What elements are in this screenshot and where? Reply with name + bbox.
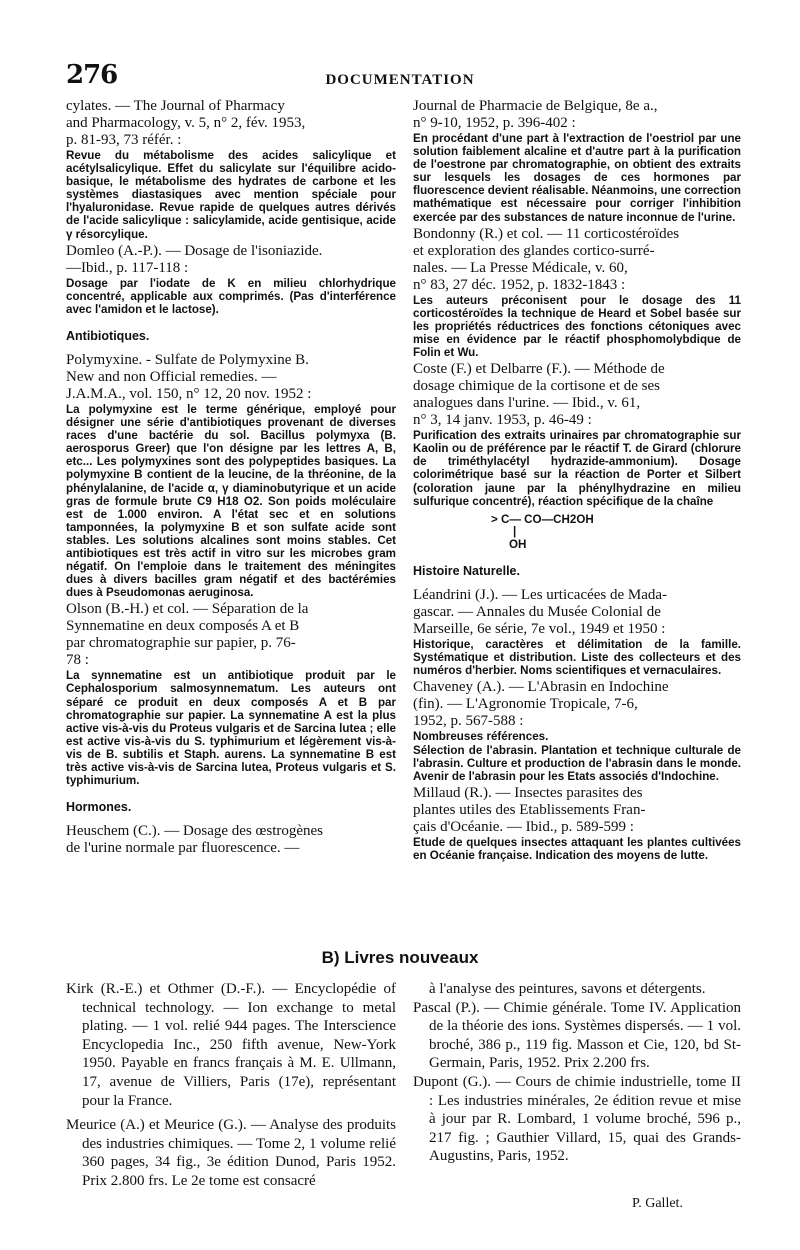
left-column <box>66 98 396 943</box>
books-left-column <box>66 980 396 1215</box>
ref-line: analogues dans l'urine. — Ibid., v. 61, <box>413 395 641 412</box>
abstract-corticosteroides: Les auteurs préconisent pour le dosage des 11 corticostéroïdes la technique de Heard et Sobel basée sur les propriétés réductrices des fonctions cétoniques avec mise en évidence par le réactif phosphomolybdique de Folin et Wu. <box>413 293 741 360</box>
ref-line: J.A.M.A., vol. 150, n° 12, 20 nov. 1952 : <box>66 385 312 402</box>
ref-line: Léandrini (J.). — Les urticacées de Mada- <box>413 587 668 604</box>
abstract-insectes: Etude de quelques insectes attaquant les plantes cultivées en Océanie française. Indication des moyens de lutte. <box>413 835 741 862</box>
heading-antibiotiques: Antibiotiques. <box>66 328 150 343</box>
heading-hormones: Hormones. <box>66 800 132 815</box>
ref-line: 1952, p. 567-588 : <box>413 713 524 730</box>
books-right-column <box>413 980 741 1215</box>
book-pascal: Pascal (P.). — Chimie générale. Tome IV. Application de la théorie des ions. Systèmes dispersés. — 1 vol. broché, 386 p., 119 fig. Masson et Cie, 120, bd St-Germain, Paris, 1952. Prix 2.200 frs. <box>413 999 741 1072</box>
ref-line: —Ibid., p. 117-118 : <box>66 259 189 276</box>
ref-line: de l'urine normale par fluorescence. — <box>66 840 300 857</box>
abstract-abrasin: Sélection de l'abrasin. Plantation et technique culturale de l'abrasin. Culture et production de l'abrasin dans le monde. Avenir de l'abrasin pour les Etats associés d'Indochine. <box>413 743 741 783</box>
ref-line: Marseille, 6e série, 7e vol., 1949 et 1950 : <box>413 621 666 638</box>
ref-line: New and non Official remedies. — <box>66 368 277 385</box>
ref-line: n° 83, 27 déc. 1952, p. 1832-1843 : <box>413 276 626 293</box>
ref-line: Millaud (R.). — Insectes parasites des <box>413 784 643 801</box>
ref-line: nales. — La Presse Médicale, v. 60, <box>413 259 628 276</box>
formula-line: > C— CO—CH2OH <box>491 512 594 526</box>
entry-salicylates-ref <box>66 98 396 149</box>
entry-bondonny-ref <box>413 226 741 294</box>
heading-histoire-naturelle: Histoire Naturelle. <box>413 564 520 579</box>
abstract-synnematine: La synnematine est un antibiotique produit par le Cephalosporium salmosynnematum. Les auteurs ont séparé ce produit en deux composés A et B par chromatographie sur papier. La synnematine A est la plus active vis-à-vis du Proteus vulgaris et de Sarcina lutea ; elle est active vis-à-vis du S. typhimurium et légèrement vis-à-vis de B. subtilis et Staph. aurens. La synnematine B est très active vis-à-vis de Sarcina lutea, Proteus vulgaris et S. typhimurium. <box>66 669 396 788</box>
ref-line: Chaveney (A.). — L'Abrasin en Indochine <box>413 679 669 696</box>
running-head: DOCUMENTATION <box>325 72 475 88</box>
ref-line: Domleo (A.-P.). — Dosage de l'isoniazide. <box>66 242 323 259</box>
ref-line: plantes utiles des Etablissements Fran- <box>413 801 646 818</box>
abstract-polymyxine: La polymyxine est le terme générique, employé pour désigner une série d'antibiotiques provenant de diverses races d'une bactérie du sol. Bacillus polymyxa (B. aerosporus Greer) que l'on désigne par les lettres A, B, etc... Les polymyxines sont des polypeptides basiques. La polymyxine B contient de la leucine, de la thréonine, de la phénylalanine, de l'acide α, γ diaminobutyrique et un acide gras de formule brute C9 H18 O2. Son poids moléculaire est de 1.000 environ. A l'état sec et en solutions tamponnées, la polymyxine B et son sulfate acide sont stables. Les solutions alcalines sont moins stables. Cet antibiotiques est très actif in vitro sur les microbes gram négatif. On l'emploie dans le traitement des méningites dues à divers bacilles gram négatif et des bactérémies dues à Pseudomonas aeruginosa. <box>66 402 396 600</box>
signature: P. Gallet. <box>632 1196 683 1211</box>
book-kirk-othmer: Kirk (R.-E.) et Othmer (D.-F.). — Encyclopédie of technical technology. — Ion exchange to metal plating. — 1 vol. relié 944 pages. The Interscience Encyclopedia Inc., 250 fifth avenue, New-York 1950. Payable en francs français à M. E. Ullmann, 17, avenue de Villiers, Paris (17e), représentant pour la France. <box>66 981 396 1109</box>
abstract-abrasin-refs: Nombreuses références. <box>413 730 549 744</box>
book-dupont: Dupont (G.). — Cours de chimie industrielle, tome II : Les industries minérales, 2e édition revue et mise à jour par R. Lombard, 1 volume broché, 596 p., 217 fig. ; Gauthier Villard, 15, quai des Grands-Augustins, Paris, 1952. <box>413 1073 741 1165</box>
entry-heuschem-ref <box>66 823 396 857</box>
ref-line: par chromatographie sur papier, p. 76- <box>66 635 296 652</box>
ref-line: et exploration des glandes cortico-surré- <box>413 242 655 259</box>
ref-line: n° 9-10, 1952, p. 396-402 : <box>413 115 576 131</box>
entry-coste-ref <box>413 361 741 429</box>
formula-line: | <box>513 525 517 539</box>
ref-line: (fin). — L'Agronomie Tropicale, 7-6, <box>413 696 638 713</box>
entry-domleo-ref <box>66 243 396 277</box>
page-number: 276 <box>66 60 118 90</box>
ref-line: dosage chimique de la cortisone et de ses <box>413 378 661 395</box>
abstract-isoniazide: Dosage par l'iodate de K en milieu chlorhydrique concentré, applicable aux comprimés. (Pas d'interférence avec l'amidon et le lactose). <box>66 276 396 316</box>
ref-line: Coste (F.) et Delbarre (F.). — Méthode de <box>413 361 665 378</box>
entry-polymyxine-ref <box>66 352 396 403</box>
ref-line: gascar. — Annales du Musée Colonial de <box>413 604 661 621</box>
ref-line: Bondonny (R.) et col. — 11 corticostéroïdes <box>413 225 680 242</box>
chemical-formula <box>491 514 741 552</box>
abstract-urticacees: Historique, caractères et délimitation de la famille. Systématique et distribution. Liste des collecteurs et des numéros d'herbier. Noms scientifiques et vernaculaires. <box>413 638 741 678</box>
ref-line: cylates. — The Journal of Pharmacy <box>66 98 285 114</box>
entry-journal-belgique-ref <box>413 98 741 132</box>
book-meurice-continued: à l'analyse des peintures, savons et détergents. <box>429 981 706 997</box>
ref-line: Olson (B.-H.) et col. — Séparation de la <box>66 601 309 618</box>
ref-line: 78 : <box>66 652 89 669</box>
abstract-salicylates: Revue du métabolisme des acides salicylique et acétylsalicylique. Effet du salicylate sur l'équilibre acido-basique, le métabolisme des hydrates de carbone et les systèmes diastasiques avec mention spéciale pour l'hyaluronidase. Revue rapide de quelques autres dérivés de l'acide salicylique : salicylamide, acide gentisique, acide γ résorcylique. <box>66 149 396 241</box>
entry-leandrini-ref <box>413 587 741 638</box>
ref-line: and Pharmacology, v. 5, n° 2, fév. 1953, <box>66 115 306 131</box>
ref-line: Synnematine en deux composés A et B <box>66 618 300 635</box>
abstract-oestriol: En procédant d'une part à l'extraction de l'oestriol par une solution faiblement alcaline et d'autre part à la purification de l'oestrone par chromatographie, on obtient des extraits sur lesquels les dosages de ces hormones par fluorescence devient réalisable. Néanmoins, une correction mathématique est nécessaire pour corriger l'inhibition exercée par des substances de nature inconnue de l'urine. <box>413 132 741 224</box>
formula-line: OH <box>509 537 527 551</box>
abstract-cortisone: Purification des extraits urinaires par chromatographie sur Kaolin ou de préférence par le réactif T. de Girard (chlorure de triméthylacétyl hydrazide-ammonium). Dosage colorimétrique basé sur la réaction de Porter et Silbert (coloration jaune par la phénylhydrazine en milieu sulfurique concentré), réaction spécifique de la chaîne <box>413 429 741 508</box>
ref-line: p. 81-93, 73 référ. : <box>66 132 182 148</box>
entry-chaveney-ref <box>413 679 741 730</box>
ref-line: Journal de Pharmacie de Belgique, 8e a., <box>413 98 658 114</box>
entry-millaud-ref <box>413 785 741 836</box>
entry-olson-ref <box>66 601 396 669</box>
ref-line: çais d'Océanie. — Ibid., p. 589-599 : <box>413 818 634 835</box>
book-meurice: Meurice (A.) et Meurice (G.). — Analyse des produits des industries chimiques. — Tome 2, 1 volume relié 360 pages, 34 fig., 3e édition Dunod, Paris 1952. Prix 2.800 frs. Le 2e tome est consacré <box>66 1117 396 1189</box>
ref-line: Heuschem (C.). — Dosage des œstrogènes <box>66 823 324 840</box>
section-livres-nouveaux: B) Livres nouveaux <box>321 948 479 967</box>
right-column <box>413 98 741 943</box>
ref-line: n° 3, 14 janv. 1953, p. 46-49 : <box>413 412 592 429</box>
ref-line: Polymyxine. - Sulfate de Polymyxine B. <box>66 351 309 368</box>
